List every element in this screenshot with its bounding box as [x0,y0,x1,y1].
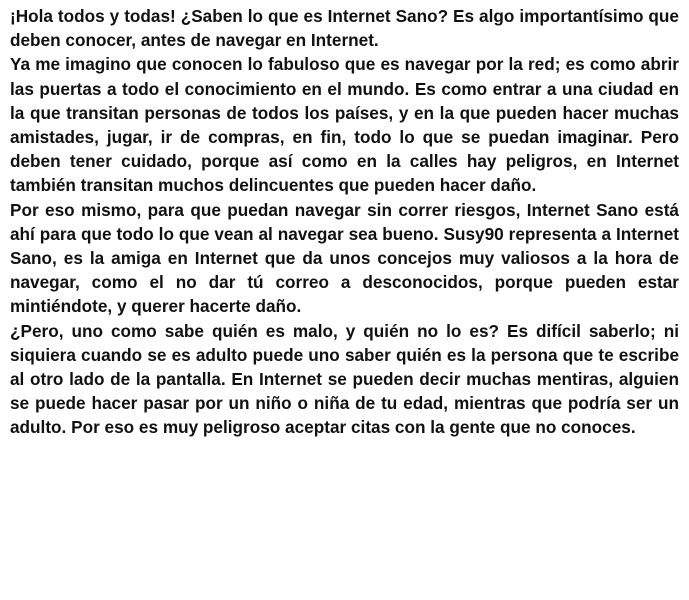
paragraph-susy90: Por eso mismo, para que puedan navegar sin correr riesgos, Internet Sano está ahí para que todo lo que vean al navegar sea bueno. Susy90 representa a Internet Sano, es la amiga en Internet que da unos concejos muy valiosos a la hora de navegar, como el no dar tú correo a desconocidos, porque pueden estar mintiéndote, y querer hacerte daño. [10,199,679,317]
paragraph-intro: ¡Hola todos y todas! ¿Saben lo que es Internet Sano? Es algo importantísimo que deben conocer, antes de navegar en Internet. [10,6,679,51]
paragraph-strangers: ¿Pero, uno como sabe quién es malo, y quién no lo es? Es difícil saberlo; ni siquiera cuando se es adulto puede uno saber quién es la persona que te escribe al otro lado de la pantalla. En Internet se pueden decir muchas mentiras, alguien se puede hacer pasar por un niño o niña de tu edad, mientras que podría ser un adulto. Por eso es muy peligroso aceptar citas con la gente que no conoces. [10,320,679,438]
paragraph-internet-city: Ya me imagino que conocen lo fabuloso que es navegar por la red; es como abrir las puertas a todo el conocimiento en el mundo. Es como entrar a una ciudad en la que transitan personas de todos los países, y en la que pueden hacer muchas amistades, jugar, ir de compras, en fin, todo lo que se puedan imaginar. Pero deben tener cuidado, porque así como en la calles hay peligros, en Internet también transitan muchos delincuentes que pueden hacer daño. [10,54,679,196]
